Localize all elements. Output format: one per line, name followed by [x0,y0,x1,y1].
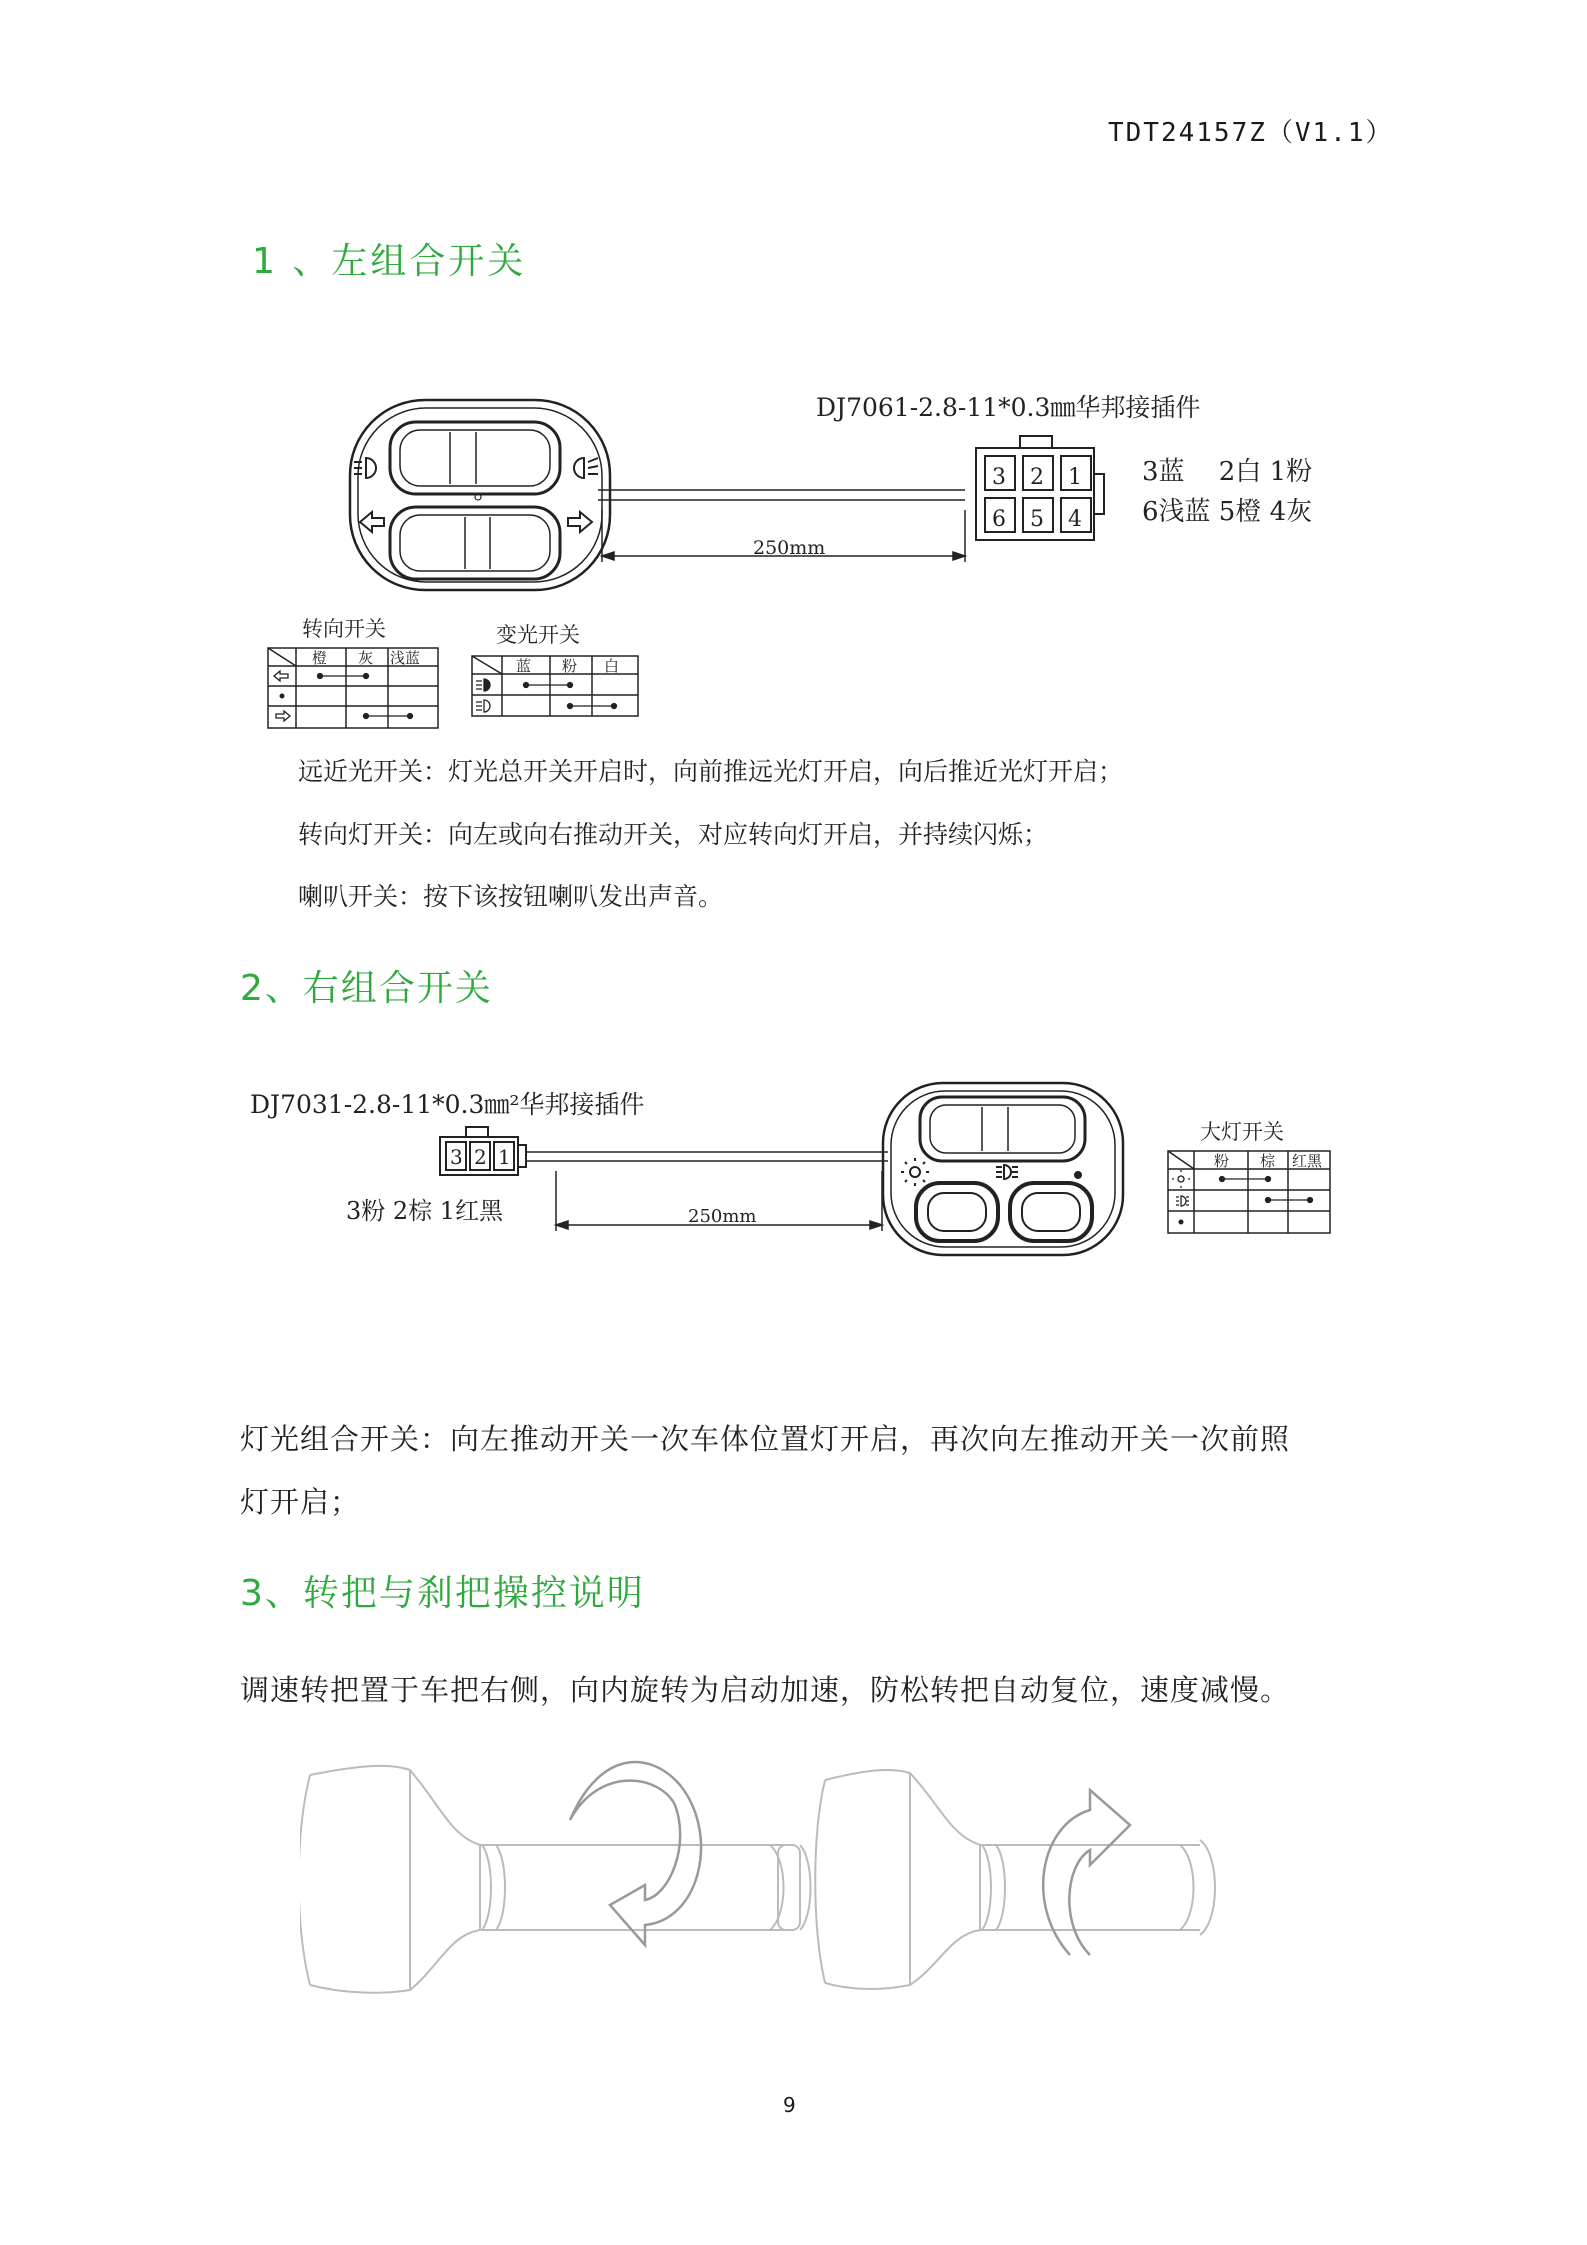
section-3-title: 3、转把与刹把操控说明 [240,1573,645,1614]
right-connector-label: DJ7031-2.8-11*0.3㎜²华邦接插件 [250,1090,645,1119]
left-switch-body [350,400,610,590]
pin-3: 3 [992,465,1006,490]
grip-right [815,1770,1215,1989]
pin-5: 5 [1030,507,1044,532]
beam-header-1: 蓝 [516,657,532,675]
beam-header-2: 粉 [562,657,578,675]
turn-header-1: 橙 [312,649,328,667]
pin-1: 1 [1068,465,1082,490]
turn-header-2: 灰 [358,649,374,667]
page-number: 9 [783,2093,796,2117]
rotate-down-arrow-icon [570,1762,701,1945]
horn-dot-icon [280,694,285,699]
right-arrow-icon [568,512,592,532]
pin-6: 6 [992,507,1006,532]
headlight-switch-table [1162,1115,1337,1239]
beam-table-title: 变光开关 [496,623,580,647]
light-header-2: 棕 [1260,1152,1276,1170]
turn-switch-table [262,612,442,734]
section-2-title: 2、右组合开关 [240,968,493,1009]
grip-left [300,1766,811,1993]
desc-beam: 远近光开关：灯光总开关开启时，向前推远光灯开启，向后推近光灯开启； [298,757,1124,786]
pin-colors-line-1: 3蓝 2白 1粉 [1142,457,1313,487]
throttle-paragraph: 调速转把置于车把右侧，向内旋转为启动加速，防松转把自动复位，速度减慢。 [240,1673,1291,1707]
beam-switch-table [466,618,646,726]
right-pin-colors: 3粉 2棕 1红黑 [346,1197,504,1225]
table-off-dot-icon [1179,1220,1184,1225]
throttle-grip-illustration [300,1745,1280,2005]
light-off-dot-icon [1074,1171,1082,1179]
turn-table-title: 转向开关 [302,617,386,641]
desc-horn: 喇叭开关：按下该按钮喇叭发出声音。 [298,882,724,911]
left-connector-label: DJ7061-2.8-11*0.3㎜华邦接插件 [816,393,1201,422]
right-cable-length: 250mm [688,1206,757,1227]
turn-right-icon [276,711,290,721]
light-header-3: 红黑 [1292,1152,1323,1170]
right-pin-3: 3 [450,1145,463,1169]
section-1-title: 1 、左组合开关 [252,241,527,282]
turn-header-3: 浅蓝 [390,649,421,667]
high-beam-icon [574,458,598,478]
sun-light-icon [901,1158,929,1186]
high-beam-small-icon [476,700,490,712]
right-pin-1: 1 [498,1145,511,1169]
document-id: TDT24157Z（V1.1） [1108,118,1394,148]
table-sun-icon [1172,1170,1190,1188]
turn-left-icon [274,671,288,681]
headlight-icon [354,458,376,478]
beam-header-3: 白 [604,657,620,675]
left-arrow-icon [360,512,384,532]
light-switch-paragraph-line-2: 灯开启； [240,1485,361,1519]
pin-4: 4 [1068,507,1082,532]
light-switch-paragraph-line-1: 灯光组合开关：向左推动开关一次车体位置灯开启，再次向左推动开关一次前照 [240,1422,1291,1456]
position-light-icon [996,1165,1018,1179]
left-cable-length: 250mm [753,537,826,559]
low-beam-icon [476,679,490,691]
light-header-1: 粉 [1214,1152,1230,1170]
light-table-title: 大灯开关 [1200,1120,1284,1144]
desc-turn: 转向灯开关：向左或向右推动开关，对应转向灯开启，并持续闪烁； [298,820,1049,849]
pin-colors-line-2: 6浅蓝 5橙 4灰 [1142,497,1313,527]
table-position-icon [1176,1196,1189,1206]
right-pin-2: 2 [474,1145,487,1169]
pin-2: 2 [1030,465,1044,490]
